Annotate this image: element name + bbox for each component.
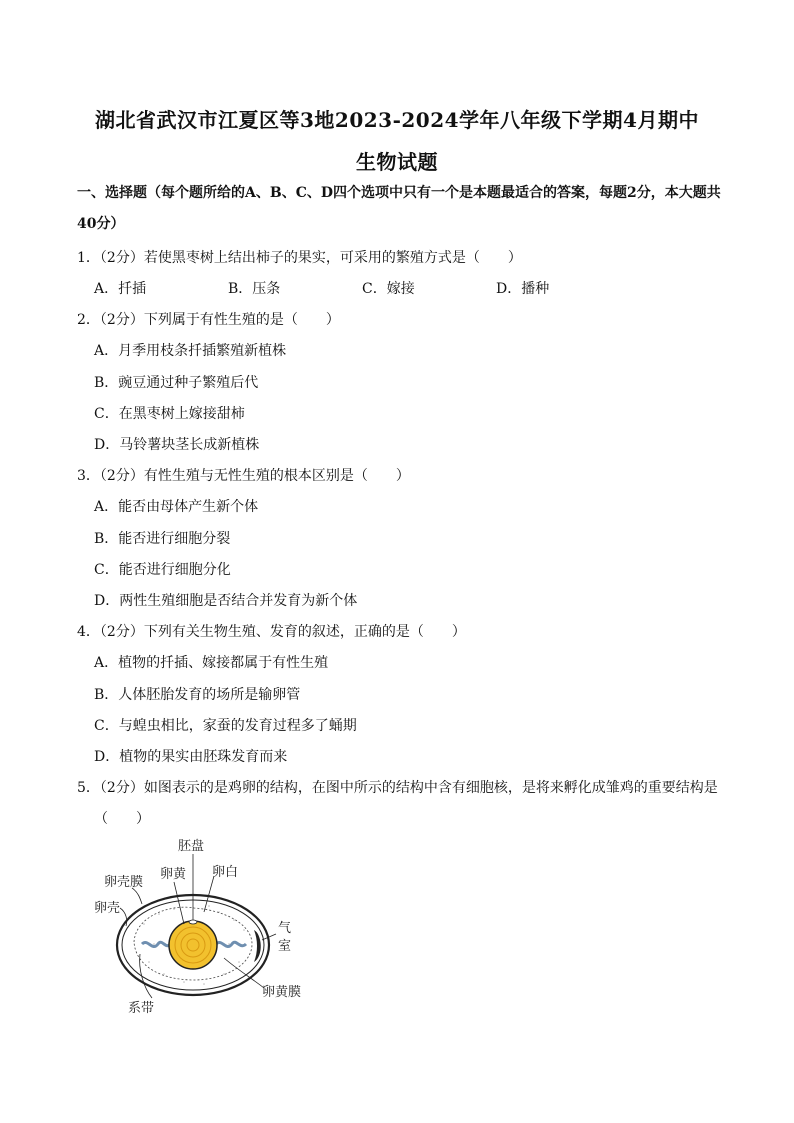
question-3-option-d[interactable]: D．两性生殖细胞是否结合并发育为新个体 (94, 593, 358, 609)
question-3-stem: 3．（2分）有性生殖与无性生殖的根本区别是（ ） (77, 468, 410, 484)
label-air-cell-2: 室 (278, 939, 292, 954)
question-5-stem-cont: （ ） (94, 811, 150, 827)
yolk (169, 921, 217, 969)
question-1-option-d[interactable]: D．播种 (496, 281, 550, 297)
question-4-stem: 4．（2分）下列有关生物生殖、发育的叙述，正确的是（ ） (77, 624, 466, 640)
question-4-option-c[interactable]: C．与蝗虫相比，家蚕的发育过程多了蛹期 (94, 718, 357, 734)
label-yolk-membrane: 卵黄膜 (262, 985, 302, 1000)
label-shell: 卵壳 (94, 901, 121, 916)
label-chalaza: 系带 (128, 1001, 155, 1016)
question-1-option-c[interactable]: C．嫁接 (362, 281, 415, 297)
question-2-option-a[interactable]: A．月季用枝条扦插繁殖新植株 (94, 343, 287, 359)
question-2-option-d[interactable]: D．马铃薯块茎长成新植株 (94, 437, 260, 453)
question-1-options (94, 278, 549, 298)
question-2-option-c[interactable]: C．在黑枣树上嫁接甜柿 (94, 406, 245, 422)
label-albumen: 卵白 (212, 865, 239, 880)
question-4-option-a[interactable]: A．植物的扦插、嫁接都属于有性生殖 (94, 655, 329, 671)
label-yolk: 卵黄 (160, 867, 187, 882)
label-shell-membrane: 卵壳膜 (104, 875, 144, 890)
embryo-disc (189, 920, 197, 924)
question-4-option-b[interactable]: B．人体胚胎发育的场所是输卵管 (94, 687, 301, 703)
exam-title-line2: 生物试题 (356, 150, 438, 174)
label-air-cell-1: 气 (278, 921, 292, 936)
question-3-option-b[interactable]: B．能否进行细胞分裂 (94, 531, 231, 547)
question-2-option-b[interactable]: B．豌豆通过种子繁殖后代 (94, 375, 259, 391)
question-2-stem: 2．（2分）下列属于有性生殖的是（ ） (77, 312, 340, 328)
question-5-stem: 5．（2分）如图表示的是鸡卵的结构，在图中所示的结构中含有细胞核，是将来孵化成雏鸡的重要结构是 (77, 780, 718, 796)
question-3-option-c[interactable]: C．能否进行细胞分化 (94, 562, 231, 578)
egg-diagram-svg (94, 834, 324, 1024)
question-1-option-a[interactable]: A．扦插 (94, 281, 147, 297)
label-embryo-disc: 胚盘 (178, 839, 205, 854)
question-4-option-d[interactable]: D．植物的果实由胚珠发育而来 (94, 749, 288, 765)
question-1-option-b[interactable]: B．压条 (228, 281, 281, 297)
question-1-stem: 1．（2分）若使黑枣树上结出柿子的果实，可采用的繁殖方式是（ ） (77, 250, 522, 266)
section-heading: 一、选择题（每个题所给的A、B、C、D四个选项中只有一个是本题最适合的答案，每题2分，本大题共40分） (77, 185, 721, 232)
egg-structure-diagram (94, 834, 324, 1024)
exam-title-line1: 湖北省武汉市江夏区等3地2023-2024学年八年级下学期4月期中 (95, 108, 699, 132)
question-3-option-a[interactable]: A．能否由母体产生新个体 (94, 499, 259, 515)
